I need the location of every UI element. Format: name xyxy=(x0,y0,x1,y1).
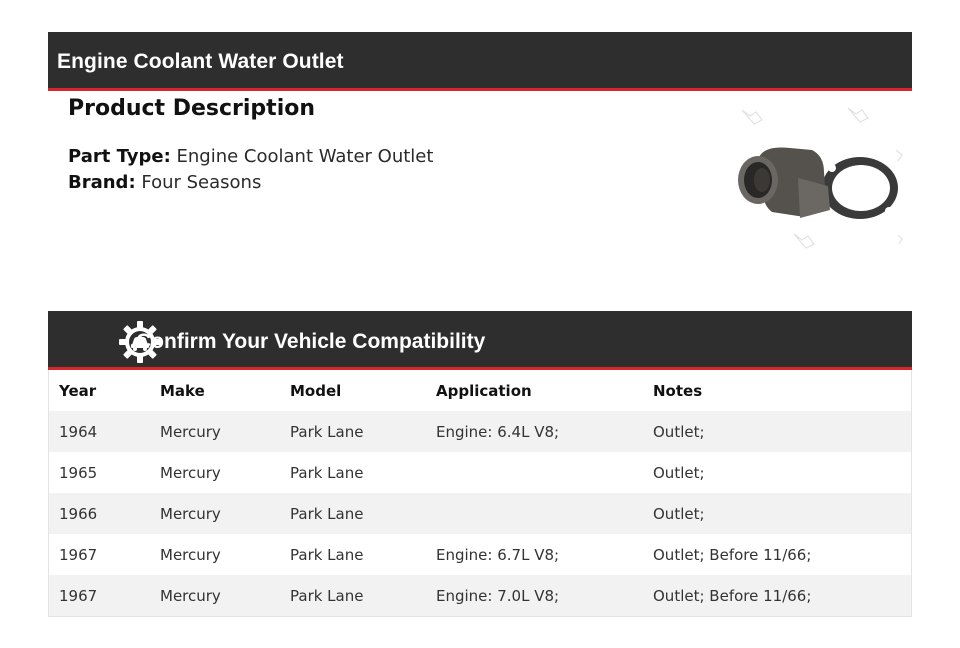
cell-make: Mercury xyxy=(150,452,280,493)
cell-make: Mercury xyxy=(150,493,280,534)
cell-application: Engine: 6.4L V8; xyxy=(426,411,643,452)
cell-year: 1965 xyxy=(49,452,151,493)
cell-year: 1967 xyxy=(49,534,151,575)
brand-value: Four Seasons xyxy=(141,172,262,193)
table-row xyxy=(49,452,912,493)
compatibility-title: Confirm Your Vehicle Compatibility xyxy=(136,330,486,353)
description-heading: Product Description xyxy=(68,96,316,121)
cell-notes: Outlet; xyxy=(643,411,912,452)
cell-model: Park Lane xyxy=(280,534,426,575)
product-description xyxy=(68,96,668,196)
page-title: Engine Coolant Water Outlet xyxy=(57,50,344,73)
column-header-notes: Notes xyxy=(653,381,703,400)
cell-notes: Outlet; xyxy=(643,452,912,493)
table-row xyxy=(49,411,912,452)
table-row xyxy=(49,575,912,617)
brand-line xyxy=(68,170,668,196)
cell-model: Park Lane xyxy=(280,452,426,493)
cell-make: Mercury xyxy=(150,575,280,617)
cell-model: Park Lane xyxy=(280,411,426,452)
table-header-row xyxy=(49,370,912,411)
cell-application xyxy=(426,493,643,534)
column-header-year: Year xyxy=(59,381,97,400)
cell-model: Park Lane xyxy=(280,493,426,534)
table-row xyxy=(49,493,912,534)
part-type-value: Engine Coolant Water Outlet xyxy=(176,146,434,167)
part-type-label: Part Type: xyxy=(68,146,171,167)
part-type-line xyxy=(68,144,668,170)
column-header-model: Model xyxy=(290,381,342,400)
table-row xyxy=(49,534,912,575)
cell-notes: Outlet; Before 11/66; xyxy=(643,534,912,575)
brand-label: Brand: xyxy=(68,172,136,193)
compatibility-table xyxy=(48,370,912,617)
header-banner xyxy=(48,32,912,91)
compatibility-banner xyxy=(48,311,912,370)
column-header-application: Application xyxy=(436,381,532,400)
cell-make: Mercury xyxy=(150,534,280,575)
cell-model: Park Lane xyxy=(280,575,426,617)
cell-year: 1966 xyxy=(49,493,151,534)
water-outlet-and-gasket-image xyxy=(728,100,908,260)
cell-notes: Outlet; Before 11/66; xyxy=(643,575,912,617)
cell-year: 1964 xyxy=(49,411,151,452)
cell-make: Mercury xyxy=(150,411,280,452)
cell-notes: Outlet; xyxy=(643,493,912,534)
cell-year: 1967 xyxy=(49,575,151,617)
cell-application xyxy=(426,452,643,493)
cell-application: Engine: 7.0L V8; xyxy=(426,575,643,617)
column-header-make: Make xyxy=(160,381,205,400)
cell-application: Engine: 6.7L V8; xyxy=(426,534,643,575)
